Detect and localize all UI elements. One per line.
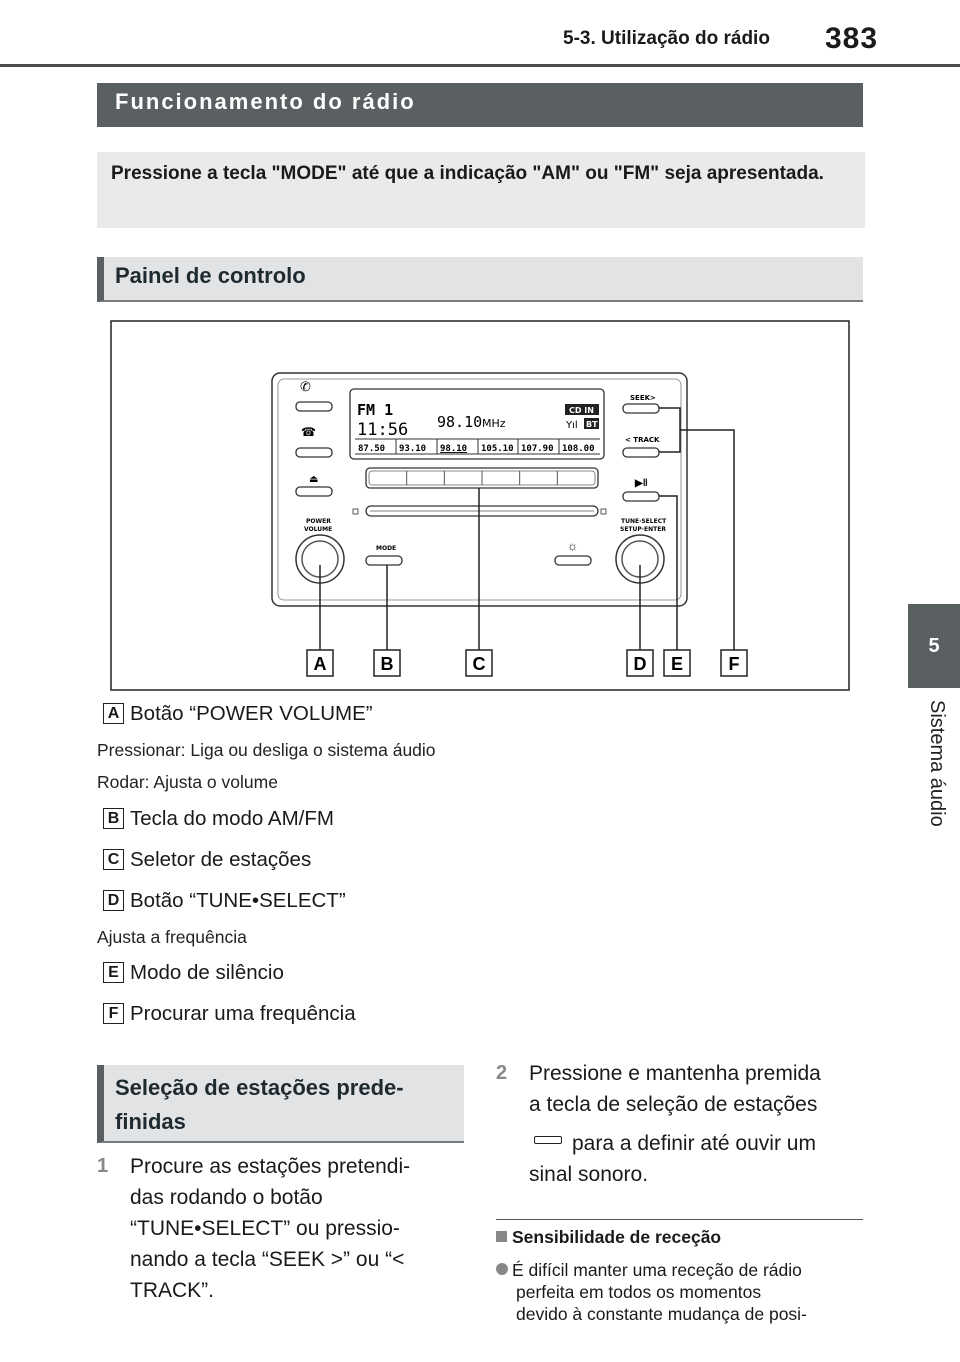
radio-panel-illustration	[110, 320, 850, 691]
step-2-line: a tecla de seleção de estações	[529, 1093, 818, 1116]
item-a	[103, 702, 373, 726]
note-a2: Rodar: Ajusta o volume	[97, 772, 278, 792]
preset-frequency-label: 87.50	[358, 444, 386, 454]
sensitivity-line-text: devido à constante mudança de posi-	[516, 1304, 807, 1324]
display-band: FM 1	[357, 401, 394, 419]
track-button	[623, 448, 659, 457]
sensitivity-line-text: É difícil manter uma receção de rádio	[512, 1260, 802, 1280]
tune-label-1: TUNE·SELECT	[621, 518, 667, 525]
chapter-tab-label: Sistema áudio	[926, 700, 948, 827]
square-bullet-icon	[496, 1231, 507, 1242]
page-number: 383	[825, 22, 879, 55]
callout-label: A	[313, 654, 327, 674]
note-divider	[496, 1219, 863, 1220]
item-b-text: Tecla do modo AM/FM	[130, 807, 334, 830]
chapter-tab-number: 5	[928, 634, 940, 657]
step-1-line: “TUNE•SELECT” ou pressio-	[130, 1217, 400, 1240]
item-e-key: E	[103, 962, 124, 983]
preset-stations-heading	[97, 1065, 464, 1143]
section-title	[97, 83, 863, 127]
step-2-line: para a definir até ouvir um	[572, 1132, 816, 1155]
item-d	[103, 889, 346, 913]
item-d-key: D	[103, 890, 124, 911]
intro-text: Pressione a tecla "MODE" até que a indicação "AM" ou "FM" seja apresentada.	[111, 163, 824, 184]
item-d-text: Botão “TUNE•SELECT”	[130, 889, 346, 912]
signal-icon: Yıl	[566, 420, 578, 431]
step-1-line: TRACK”.	[130, 1279, 214, 1302]
item-b	[103, 807, 334, 831]
mode-button	[366, 556, 402, 565]
display-frequency: 98.10	[437, 413, 483, 431]
step-1-number: 1	[97, 1155, 109, 1177]
power-label-2: VOLUME	[304, 526, 333, 533]
intro-box	[97, 152, 865, 228]
callout-label: D	[633, 654, 647, 674]
brightness-icon: ☼	[567, 539, 578, 553]
mode-label: MODE	[376, 545, 397, 552]
display-unit: MHz	[482, 417, 506, 430]
phone-icon: ✆	[300, 379, 311, 394]
eject-button	[296, 487, 332, 496]
preset-frequency-label: 107.90	[521, 444, 554, 454]
brightness-button	[555, 556, 591, 565]
step-2-text	[529, 1058, 866, 1190]
step-1-text	[130, 1151, 467, 1306]
item-e-text: Modo de silêncio	[130, 961, 284, 984]
item-e	[103, 961, 284, 985]
power-label-1: POWER	[306, 518, 331, 525]
preset-button-icon	[534, 1136, 562, 1144]
note-a1: Pressionar: Liga ou desliga o sistema áudio	[97, 740, 436, 760]
sensitivity-line-text: perfeita em todos os momentos	[516, 1282, 762, 1302]
item-c	[103, 848, 311, 872]
step-1-line: das rodando o botão	[130, 1186, 323, 1209]
item-a-key: A	[103, 703, 124, 724]
item-a-text: Botão “POWER VOLUME”	[130, 702, 373, 725]
step-2-line: sinal sonoro.	[529, 1163, 649, 1186]
preset-heading-line-1: Seleção de estações prede-	[115, 1075, 404, 1100]
step-1-line: nando a tecla “SEEK >” ou “<	[130, 1248, 405, 1271]
sensitivity-body	[496, 1259, 807, 1325]
step-1-line: Procure as estações pretendi-	[130, 1155, 411, 1178]
bt-text: BT	[586, 420, 598, 429]
callout-label: B	[380, 654, 394, 674]
circle-bullet-icon	[496, 1263, 508, 1275]
chapter-tab	[908, 604, 960, 688]
control-panel-heading-text: Painel de controlo	[115, 263, 306, 288]
step-2-number: 2	[496, 1062, 508, 1084]
chapter-title: 5-3. Utilização do rádio	[563, 28, 770, 49]
callout-label: E	[670, 654, 684, 674]
section-title-text: Funcionamento do rádio	[115, 89, 416, 114]
phone-button	[296, 402, 332, 411]
item-f-text: Procurar uma frequência	[130, 1002, 356, 1025]
hangup-button	[296, 448, 332, 457]
header-divider	[0, 64, 960, 67]
step-1	[97, 1151, 467, 1306]
cd-in-text: CD IN	[569, 406, 594, 415]
item-c-text: Seletor de estações	[130, 848, 312, 871]
sensitivity-heading	[496, 1227, 721, 1248]
callout-label: C	[472, 654, 486, 674]
step-2-line: Pressione e mantenha premida	[529, 1062, 821, 1085]
mute-button	[623, 492, 659, 501]
preset-frequency-label: 98.10	[440, 444, 468, 454]
seek-button	[623, 404, 659, 413]
sensitivity-line	[496, 1259, 807, 1281]
eject-icon: ⏏	[309, 474, 319, 485]
preset-heading-line-2: finidas	[115, 1109, 186, 1134]
preset-frequency-label: 108.00	[562, 444, 595, 454]
item-f-key: F	[103, 1003, 124, 1024]
step-2-line-icon	[529, 1128, 866, 1159]
hangup-icon: ☎	[301, 425, 316, 439]
note-d1: Ajusta a frequência	[97, 927, 247, 947]
sensitivity-heading-text: Sensibilidade de receção	[512, 1227, 722, 1247]
item-b-key: B	[103, 808, 124, 829]
display-time: 11:56	[357, 420, 409, 440]
track-label: < TRACK	[625, 436, 660, 444]
item-c-key: C	[103, 849, 124, 870]
tune-label-2: SETUP·ENTER	[620, 526, 666, 533]
preset-frequency-label: 93.10	[399, 444, 427, 454]
preset-frequency-label: 105.10	[481, 444, 514, 454]
control-panel-heading	[97, 257, 863, 302]
callout-label: F	[728, 654, 740, 674]
item-f	[103, 1002, 356, 1026]
play-pause-icon: ▶‖	[635, 478, 648, 489]
step-2	[496, 1058, 866, 1190]
seek-label: SEEK>	[630, 394, 656, 402]
